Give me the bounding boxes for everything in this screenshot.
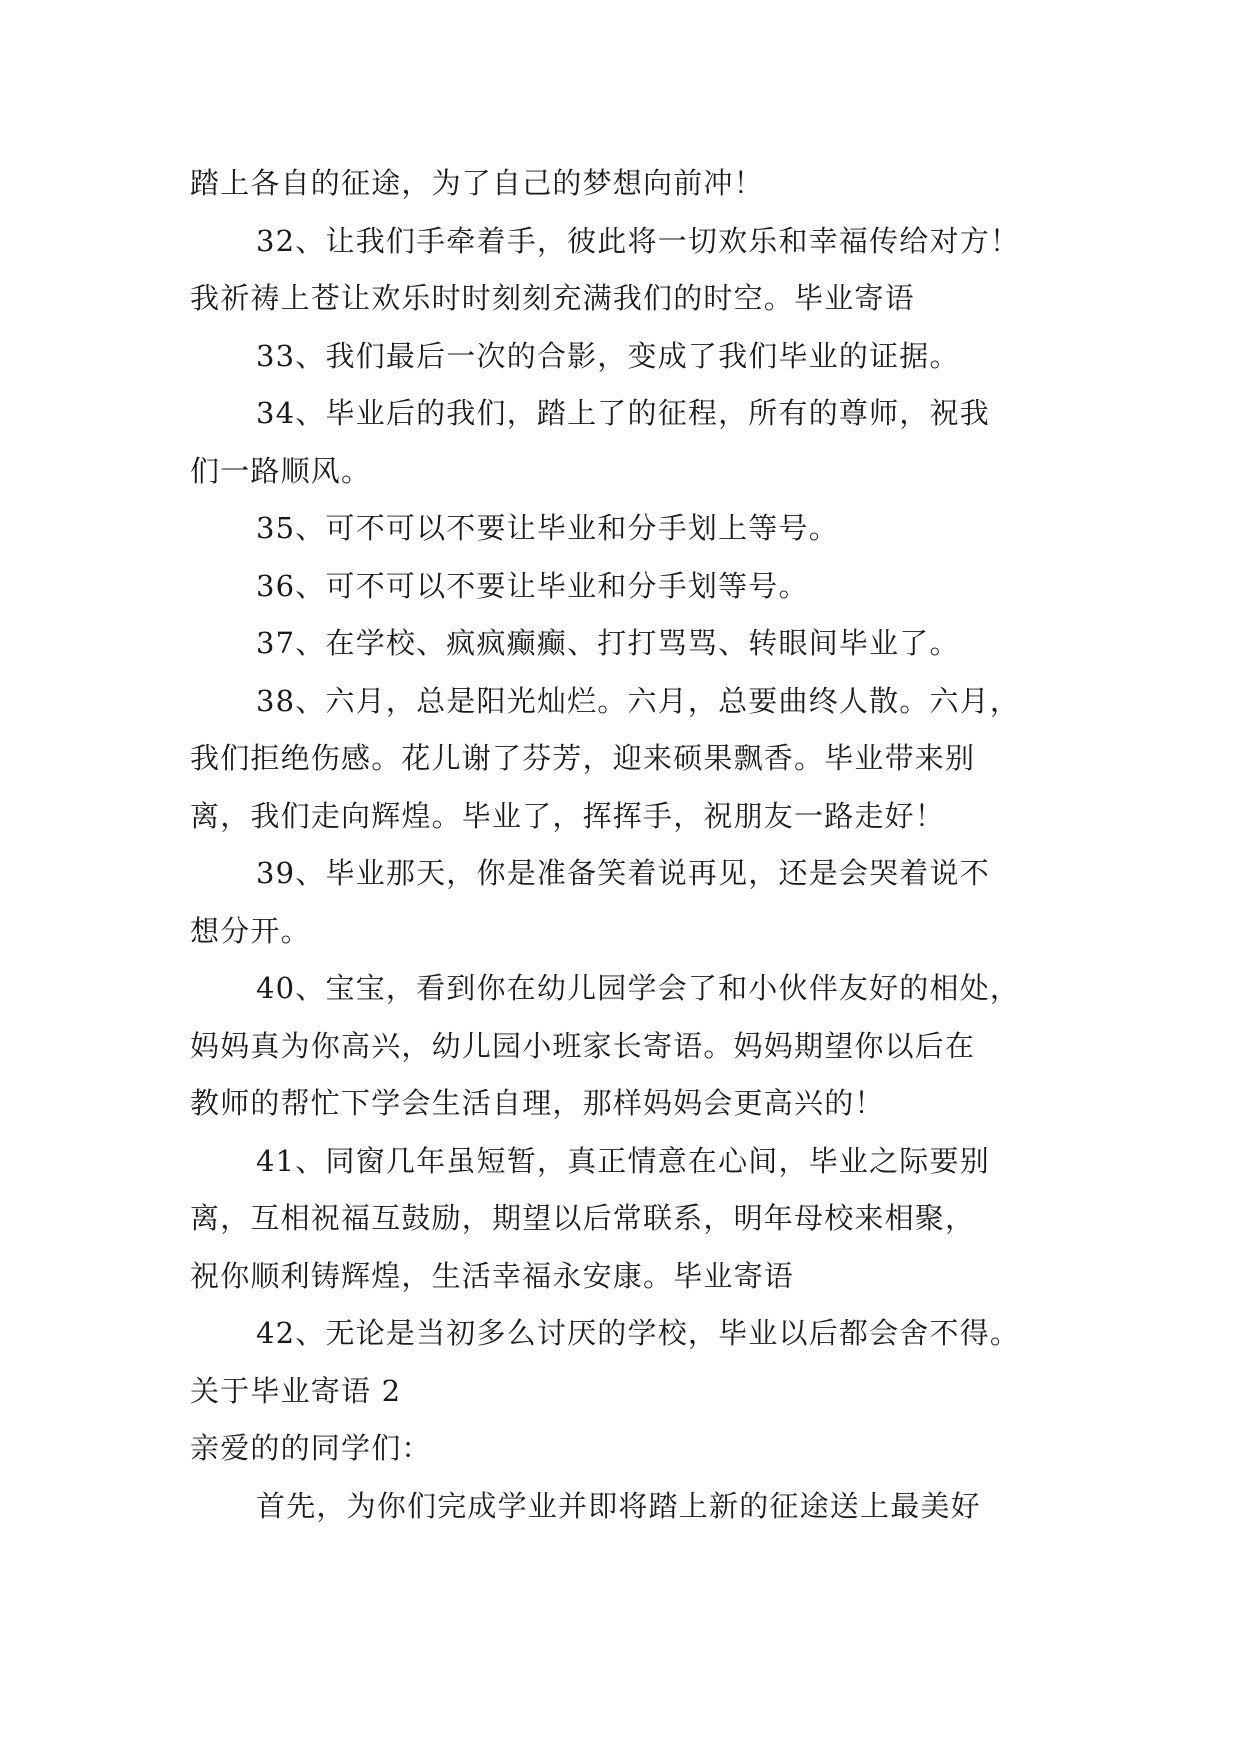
text-line: 我们拒绝伤感。花儿谢了芬芳，迎来硕果飘香。毕业带来别	[190, 741, 976, 775]
text-line: 42、无论是当初多么讨厌的学校，毕业以后都会舍不得。	[256, 1316, 1021, 1350]
text-line: 36、可不可以不要让毕业和分手划等号。	[256, 568, 809, 603]
text-line: 踏上各自的征途，为了自己的梦想向前冲！	[190, 166, 764, 200]
text-line: 40、宝宝，看到你在幼儿园学会了和小伙伴友好的相处，	[256, 971, 1021, 1005]
text-line: 32、让我们手牵着手，彼此将一切欢乐和幸福传给对方！	[256, 223, 1021, 258]
document-page	[190, 155, 1050, 1535]
text-line: 41、同窗几年虽短暂，真正情意在心间，毕业之际要别	[256, 1143, 990, 1178]
text-line: 35、可不可以不要让毕业和分手划上等号。	[256, 511, 839, 545]
text-line: 祝你顺利铸辉煌，生活幸福永安康。毕业寄语	[190, 1258, 795, 1293]
text-line: 39、毕业那天，你是准备笑着说再见，还是会哭着说不	[256, 856, 990, 890]
text-line: 34、毕业后的我们，踏上了的征程，所有的尊师，祝我	[256, 396, 990, 430]
text-line: 想分开。	[190, 913, 311, 948]
salutation: 亲爱的的同学们：	[190, 1431, 432, 1465]
text-line: 妈妈真为你高兴，幼儿园小班家长寄语。妈妈期望你以后在	[190, 1028, 976, 1063]
text-line: 37、在学校、疯疯癫癫、打打骂骂、转眼间毕业了。	[256, 626, 960, 660]
text-line: 33、我们最后一次的合影，变成了我们毕业的证据。	[256, 338, 960, 373]
text-line: 离，互相祝福互鼓励，期望以后常联系，明年母校来相聚，	[190, 1201, 976, 1235]
text-line: 离，我们走向辉煌。毕业了，挥挥手，祝朋友一路走好！	[190, 798, 946, 833]
section-heading: 关于毕业寄语 2	[190, 1373, 402, 1408]
text-line: 首先，为你们完成学业并即将踏上新的征途送上最美好	[256, 1488, 981, 1523]
text-line: 38、六月，总是阳光灿烂。六月，总要曲终人散。六月，	[256, 683, 1021, 718]
text-line: 们一路顺风。	[190, 453, 372, 488]
text-line: 我祈祷上苍让欢乐时时刻刻充满我们的时空。毕业寄语	[190, 281, 915, 315]
text-line: 教师的帮忙下学会生活自理，那样妈妈会更高兴的！	[190, 1086, 885, 1120]
